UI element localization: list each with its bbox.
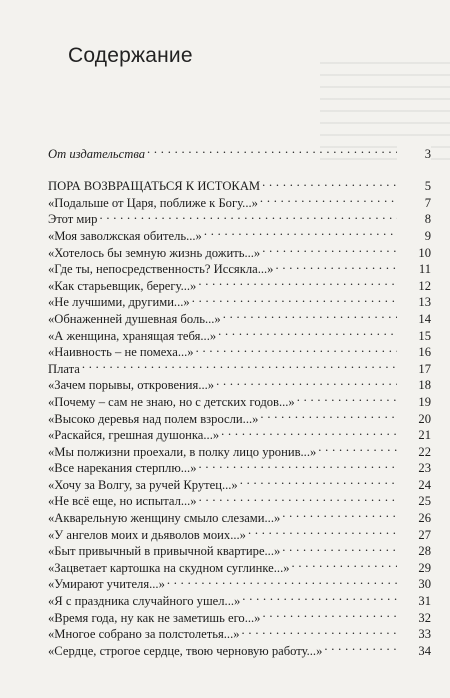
- toc-entry-title: «Наивность – не помеха...»: [48, 345, 194, 360]
- toc-entry-page: 8: [397, 211, 431, 228]
- toc-entry-page: 7: [397, 195, 431, 212]
- toc-entry-page: 10: [397, 245, 431, 262]
- toc-leader-dots: [260, 406, 397, 423]
- toc-leader-dots: [196, 340, 397, 357]
- toc-entry-page: 17: [397, 361, 431, 378]
- toc-entry-page: 24: [397, 477, 431, 494]
- toc-leader-dots: [242, 622, 397, 639]
- toc-leader-dots: [297, 389, 397, 406]
- toc-entry-title: «Многое собрано за полстолетья...»: [48, 627, 240, 642]
- toc-entry-title: «Моя заволжская обитель...»: [48, 228, 202, 243]
- toc-entry-title: ПОРА ВОЗВРАЩАТЬСЯ К ИСТОКАМ: [48, 179, 261, 194]
- toc-entry-page: 34: [397, 643, 431, 660]
- toc-leader-dots: [262, 240, 397, 257]
- toc-entry-page: 22: [397, 444, 431, 461]
- toc-leader-dots: [248, 522, 397, 539]
- toc-entry[interactable]: [48, 207, 431, 227]
- toc-leader-dots: [242, 588, 397, 605]
- toc-entry-title: «У ангелов моих и дьяволов моих...»: [48, 527, 246, 542]
- toc-entry-title: «Акварельную женщину смыло слезами...»: [48, 511, 281, 526]
- toc-entry-page: 5: [397, 178, 431, 195]
- toc-entry-title: Этот мир: [48, 212, 98, 227]
- toc-leader-dots: [218, 323, 397, 340]
- toc-leader-dots: [292, 555, 397, 572]
- toc-entry-title: «Не всё еще, но испытал...»: [48, 494, 197, 509]
- toc-leader-dots: [99, 207, 397, 224]
- toc-leader-dots: [198, 273, 397, 290]
- toc-entry[interactable]: [48, 174, 431, 194]
- toc-leader-dots: [167, 572, 397, 589]
- toc-entry-page: 16: [397, 344, 431, 361]
- toc-entry-title: «Зачем порывы, откровения...»: [48, 378, 215, 393]
- toc-entry-title: «Мы полжизни проехали, в полку лицо уронив...»: [48, 444, 317, 459]
- toc-leader-dots: [324, 638, 397, 655]
- toc-entry-title: «Как старьевщик, берегу...»: [48, 278, 197, 293]
- toc-entry-title: «Хотелось бы земную жизнь дожить...»: [48, 245, 261, 260]
- toc-entry-page: 19: [397, 394, 431, 411]
- toc-entry[interactable]: [48, 223, 431, 243]
- toc-entry-page: 11: [397, 261, 431, 278]
- toc-entry-title: «Умирают учителя...»: [48, 577, 165, 592]
- toc-leader-dots: [318, 439, 397, 456]
- toc-front-matter: [48, 141, 431, 161]
- toc-entry-page: 21: [397, 427, 431, 444]
- toc-leader-dots: [262, 605, 397, 622]
- toc-entry-title: Плата: [48, 361, 80, 376]
- toc-leader-dots: [260, 190, 397, 207]
- toc-entry-page: 33: [397, 626, 431, 643]
- toc-entry-page: 12: [397, 278, 431, 295]
- toc-leader-dots: [204, 223, 397, 240]
- toc-leader-dots: [199, 489, 397, 506]
- toc-entry-title: «Почему – сам не знаю, но с детских годов...»: [48, 394, 295, 409]
- toc-entry-title: «А женщина, хранящая тебя...»: [48, 328, 217, 343]
- toc-entry[interactable]: [48, 141, 431, 161]
- toc-entry-title: «Подальше от Царя, поближе к Богу...»: [48, 195, 258, 210]
- toc-entry-page: 15: [397, 328, 431, 345]
- toc-entry-title: «Сердце, строгое сердце, твою черновую работу...»: [48, 643, 323, 658]
- toc-entry-title: «Я с праздника случайного ушел...»: [48, 594, 241, 609]
- toc-entry-title: «Хочу за Волгу, за ручей Крутец...»: [48, 477, 238, 492]
- toc-entry-page: 28: [397, 543, 431, 560]
- toc-entry-page: 32: [397, 610, 431, 627]
- toc-entry-page: 18: [397, 377, 431, 394]
- toc-entry-page: 29: [397, 560, 431, 577]
- toc-leader-dots: [199, 456, 398, 473]
- toc-entry-title: «Высоко деревья над полем взросли...»: [48, 411, 259, 426]
- toc-entry-title: «Быт привычный в привычной квартире...»: [48, 544, 281, 559]
- toc-entry-title: «Где ты, непосредственность? Иссякла...»: [48, 262, 274, 277]
- toc-entries: [48, 174, 431, 658]
- toc-entry-title: «Обнаженней душевная боль...»: [48, 311, 221, 326]
- toc-entry-page: 30: [397, 576, 431, 593]
- toc-entry-page: 3: [397, 146, 431, 163]
- table-of-contents: [48, 141, 431, 658]
- toc-leader-dots: [82, 356, 397, 373]
- toc-leader-dots: [223, 306, 397, 323]
- toc-entry-title: «Зацветает картошка на скудном суглинке...»: [48, 560, 290, 575]
- page-title: Содержание: [68, 44, 193, 67]
- toc-entry-page: 14: [397, 311, 431, 328]
- toc-leader-dots: [240, 472, 397, 489]
- toc-entry-title: «Раскайся, грешная душонка...»: [48, 428, 220, 443]
- toc-entry-page: 25: [397, 493, 431, 510]
- toc-entry-title: «Не лучшими, другими...»: [48, 295, 190, 310]
- toc-entry-page: 31: [397, 593, 431, 610]
- toc-entry[interactable]: [48, 356, 431, 376]
- toc-entry-page: 26: [397, 510, 431, 527]
- toc-entry-page: 23: [397, 460, 431, 477]
- toc-leader-dots: [282, 505, 397, 522]
- toc-entry-title: От издательства: [48, 146, 146, 161]
- toc-entry-title: «Все нарекания стерплю...»: [48, 461, 197, 476]
- toc-entry-page: 20: [397, 411, 431, 428]
- toc-entry-page: 27: [397, 527, 431, 544]
- toc-leader-dots: [275, 257, 397, 274]
- toc-leader-dots: [216, 373, 397, 390]
- toc-leader-dots: [262, 174, 397, 191]
- toc-leader-dots: [147, 141, 397, 158]
- toc-entry-title: «Время года, ну как не заметишь его...»: [48, 610, 261, 625]
- toc-leader-dots: [282, 539, 397, 556]
- toc-entry-page: 9: [397, 228, 431, 245]
- toc-entry[interactable]: [48, 373, 431, 393]
- toc-entry-page: 13: [397, 294, 431, 311]
- toc-leader-dots: [221, 423, 397, 440]
- toc-leader-dots: [192, 290, 397, 307]
